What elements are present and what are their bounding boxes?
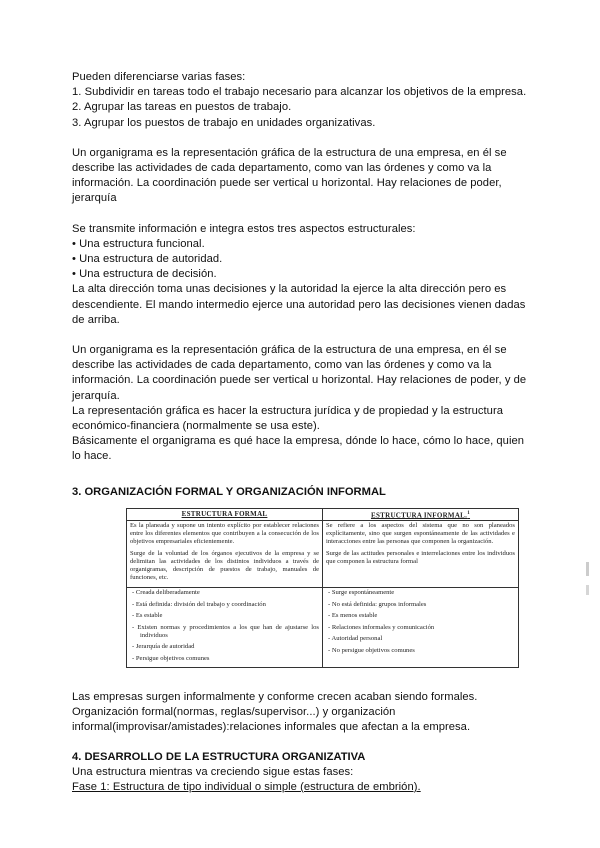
text-line: económico-financiera (normalmente se usa este).: [72, 420, 320, 433]
bullet-item: • Una estructura de autoridad.: [72, 253, 223, 266]
text-line: Básicamente el organigrama es qué hace la empresa, dónde lo hace, cómo lo hace, quien: [72, 435, 525, 448]
text-line: de arriba.: [72, 313, 120, 326]
characteristic-item: - Autoridad personal: [328, 635, 383, 642]
phase-item: 1. Subdividir en tareas todo el trabajo necesario para alcanzar los objetivos de la empresa.: [72, 86, 527, 99]
aspectos-paragraph: [72, 222, 530, 328]
text-line: La representación gráfica es hacer la estructura jurídica y de propiedad y la estructura: [72, 404, 503, 417]
text-line: describe las actividades de cada departamento, como van las órdenes y como va la: [72, 162, 492, 175]
text-line: Un organigrama es la representación gráfica de la estructura de una empresa, en él se: [72, 344, 507, 357]
characteristic-item: - Existen normas y procedimientos a los que han de ajustarse los individuos: [132, 623, 319, 639]
description-paragraph: Se refiere a los aspectos del sistema que no son planeados explícitamente, sino que surgen espontáneamente de las actividades e interacciones entre las personas que componen la organización.: [326, 522, 515, 545]
description-paragraph: Es la planeada y supone un intento explícito por establecer relaciones entre los diferentes elementos que contribuyen a la consecución de los objetivos empresariales eficientemente.: [130, 522, 319, 545]
text-line: jerarquía: [72, 192, 117, 205]
characteristic-item: - Surge espontáneamente: [328, 589, 395, 596]
phase-1-title: Fase 1: Estructura de tipo individual o simple (estructura de embrión).: [72, 780, 421, 793]
text-line: descendiente. El mando intermedio ejerce una autoridad pero las decisiones vienen dadas: [72, 298, 526, 311]
text-line: jerarquía.: [72, 389, 120, 402]
description-paragraph: Surge de las actitudes personales e interrelaciones entre los individuos que componen la estructura formal: [326, 550, 515, 565]
section-3-conclusion: [72, 690, 530, 736]
scan-artifact: [586, 562, 589, 576]
text-line: información. La coordinación puede ser vertical u horizontal. Hay relaciones de poder, y de: [72, 374, 527, 387]
characteristic-item: - No persigue objetivos comunes: [328, 646, 415, 654]
informal-characteristics: [323, 588, 519, 668]
text-line: lo hace.: [72, 450, 112, 463]
characteristic-item: - Está definida: división del trabajo y coordinación: [132, 600, 266, 608]
text-line: información. La coordinación puede ser vertical u horizontal. Hay relaciones de poder,: [72, 177, 502, 190]
section-3-heading: 3. ORGANIZACIÓN FORMAL Y ORGANIZACIÓN INFORMAL: [72, 485, 386, 498]
formal-informal-table: [126, 508, 519, 668]
characteristic-item: - Es menos estable: [328, 612, 378, 619]
aspectos-lead: Se transmite información e integra estos tres aspectos estructurales:: [72, 222, 416, 235]
footnote-mark: 1: [467, 510, 471, 516]
text-line: La alta dirección toma unas decisiones y la autoridad la ejerce la alta dirección pero es: [72, 283, 507, 296]
bullet-item: • Una estructura funcional.: [72, 237, 205, 250]
characteristic-item: - No está definida: grupos informales: [328, 600, 427, 608]
description-paragraph: Surge de la voluntad de los órganos ejecutivos de la empresa y se delimitan las actividades de los distintos individuos a través de organigramas, descripción de puestos de trabajo, manuales de funciones, etc.: [130, 550, 319, 581]
formal-characteristics: [127, 588, 323, 668]
text-line: describe las actividades de cada departamento, como van las órdenes y como va la: [72, 359, 492, 372]
scan-artifact: [586, 585, 589, 595]
characteristic-item: - Relaciones informales y comunicación: [328, 623, 435, 631]
text-line: Las empresas surgen informalmente y conforme crecen acaban siendo formales.: [72, 691, 478, 703]
organigrama-paragraph-2: [72, 343, 530, 465]
text-line: Organización formal(normas, reglas/supervisor...) y organización: [72, 706, 396, 719]
bullet-item: • Una estructura de decisión.: [72, 268, 217, 281]
formal-description: [127, 521, 323, 588]
section-4-lead: Una estructura mientras va creciendo sigue estas fases:: [72, 765, 354, 778]
header-formal: ESTRUCTURA FORMAL: [127, 508, 323, 520]
characteristic-item: - Es estable: [132, 612, 163, 619]
header-informal: ESTRUCTURA INFORMAL.$^1$: [323, 508, 519, 520]
phases-lead: Pueden diferenciarse varias fases:: [72, 71, 246, 83]
characteristic-item: - Jerarquía de autoridad: [132, 643, 195, 650]
section-4-heading: 4. DESARROLLO DE LA ESTRUCTURA ORGANIZATIVA: [72, 750, 366, 763]
document-page: [72, 70, 530, 795]
informal-description: [323, 521, 519, 588]
organigrama-paragraph-1: [72, 146, 530, 207]
characteristic-item: - Creada deliberadamente: [132, 589, 200, 596]
characteristic-item: - Persigue objetivos comunes: [132, 654, 210, 662]
phase-item: 2. Agrupar las tareas en puestos de trabajo.: [72, 101, 292, 114]
text-line: informal(improvisar/amistades):relaciones informales que afectan a la empresa.: [72, 721, 471, 734]
phase-item: 3. Agrupar los puestos de trabajo en unidades organizativas.: [72, 116, 376, 129]
text-line: Un organigrama es la representación gráfica de la estructura de una empresa, en él se: [72, 146, 507, 159]
